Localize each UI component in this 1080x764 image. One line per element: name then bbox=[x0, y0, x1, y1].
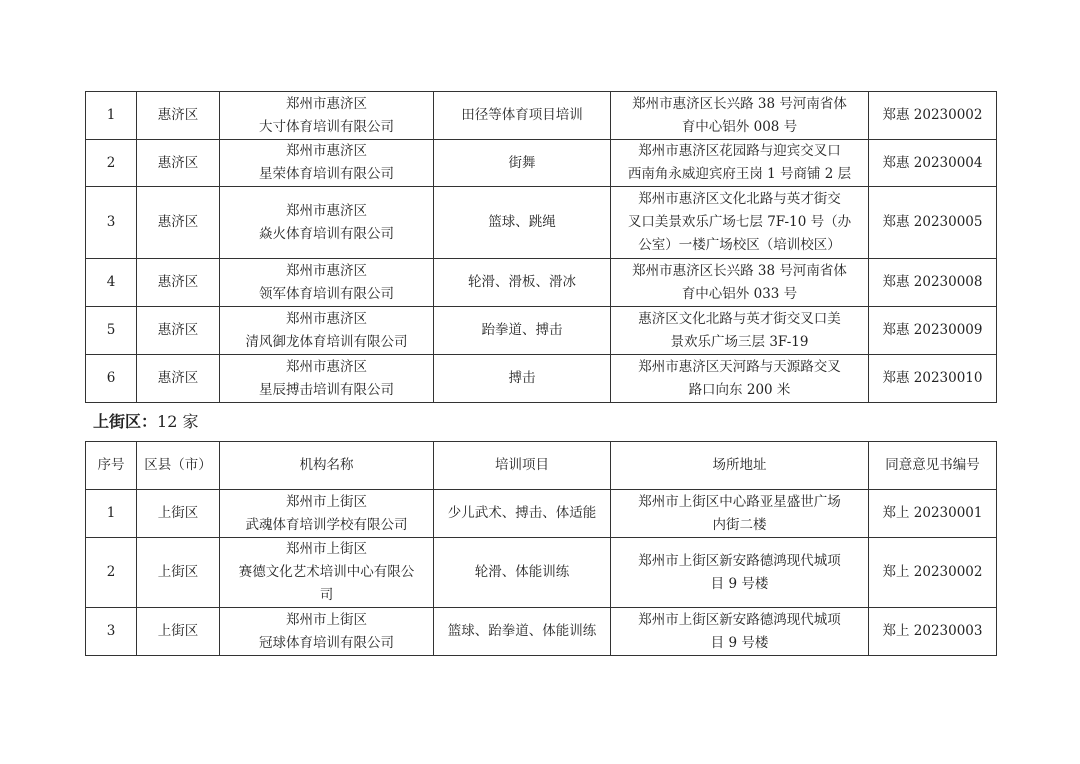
district-cell: 上街区 bbox=[137, 490, 220, 538]
table-row bbox=[86, 187, 997, 259]
institution-name-cell: 郑州市惠济区 星辰搏击培训有限公司 bbox=[220, 355, 434, 403]
address-cell: 郑州市上街区中心路亚星盛世广场 内街二楼 bbox=[611, 490, 869, 538]
certificate-number-cell: 郑惠 20230004 bbox=[869, 140, 997, 187]
table-row bbox=[86, 490, 997, 538]
program-cell: 轮滑、滑板、滑冰 bbox=[434, 259, 611, 307]
row-number: 2 bbox=[86, 538, 137, 608]
address-cell: 惠济区文化北路与英才街交叉口美 景欢乐广场三层 3F-19 bbox=[611, 307, 869, 355]
table-row bbox=[86, 92, 997, 140]
institution-name-cell: 郑州市惠济区 清风御龙体育培训有限公司 bbox=[220, 307, 434, 355]
program-cell: 少儿武术、搏击、体适能 bbox=[434, 490, 611, 538]
program-cell: 跆拳道、搏击 bbox=[434, 307, 611, 355]
header-program: 培训项目 bbox=[434, 442, 611, 490]
certificate-number-cell: 郑上 20230003 bbox=[869, 608, 997, 656]
program-cell: 篮球、跳绳 bbox=[434, 187, 611, 259]
certificate-number-cell: 郑惠 20230005 bbox=[869, 187, 997, 259]
certificate-number-cell: 郑惠 20230008 bbox=[869, 259, 997, 307]
row-number: 5 bbox=[86, 307, 137, 355]
certificate-number-cell: 郑惠 20230010 bbox=[869, 355, 997, 403]
address-cell: 郑州市上街区新安路德鸿现代城项 目 9 号楼 bbox=[611, 538, 869, 608]
institution-name-cell: 郑州市惠济区 星荣体育培训有限公司 bbox=[220, 140, 434, 187]
district-cell: 上街区 bbox=[137, 608, 220, 656]
section-heading-shangjie bbox=[93, 411, 198, 433]
institution-name-cell: 郑州市上街区 武魂体育培训学校有限公司 bbox=[220, 490, 434, 538]
address-cell: 郑州市惠济区天河路与天源路交叉 路口向东 200 米 bbox=[611, 355, 869, 403]
certificate-number-cell: 郑惠 20230002 bbox=[869, 92, 997, 140]
certificate-number-cell: 郑上 20230002 bbox=[869, 538, 997, 608]
institution-name-cell: 郑州市惠济区 焱火体育培训有限公司 bbox=[220, 187, 434, 259]
table-row bbox=[86, 307, 997, 355]
header-district: 区县（市） bbox=[137, 442, 220, 490]
header-certificate: 同意意见书编号 bbox=[869, 442, 997, 490]
institution-name-cell: 郑州市惠济区 大寸体育培训有限公司 bbox=[220, 92, 434, 140]
institution-name-cell: 郑州市上街区 冠球体育培训有限公司 bbox=[220, 608, 434, 656]
program-cell: 田径等体育项目培训 bbox=[434, 92, 611, 140]
section-title: 上街区： bbox=[93, 412, 158, 431]
header-address: 场所地址 bbox=[611, 442, 869, 490]
program-cell: 轮滑、体能训练 bbox=[434, 538, 611, 608]
table-row bbox=[86, 140, 997, 187]
district-cell: 惠济区 bbox=[137, 187, 220, 259]
header-name: 机构名称 bbox=[220, 442, 434, 490]
address-cell: 郑州市惠济区长兴路 38 号河南省体 育中心铝外 033 号 bbox=[611, 259, 869, 307]
huiji-institutions-table bbox=[85, 91, 997, 403]
district-cell: 上街区 bbox=[137, 538, 220, 608]
certificate-number-cell: 郑上 20230001 bbox=[869, 490, 997, 538]
table-row bbox=[86, 608, 997, 656]
row-number: 2 bbox=[86, 140, 137, 187]
header-number: 序号 bbox=[86, 442, 137, 490]
program-cell: 街舞 bbox=[434, 140, 611, 187]
row-number: 1 bbox=[86, 92, 137, 140]
row-number: 6 bbox=[86, 355, 137, 403]
table-header-row bbox=[86, 442, 997, 490]
program-cell: 篮球、跆拳道、体能训练 bbox=[434, 608, 611, 656]
program-cell: 搏击 bbox=[434, 355, 611, 403]
district-cell: 惠济区 bbox=[137, 92, 220, 140]
table-row bbox=[86, 355, 997, 403]
district-cell: 惠济区 bbox=[137, 355, 220, 403]
address-cell: 郑州市上街区新安路德鸿现代城项 目 9 号楼 bbox=[611, 608, 869, 656]
district-cell: 惠济区 bbox=[137, 259, 220, 307]
row-number: 3 bbox=[86, 608, 137, 656]
address-cell: 郑州市惠济区长兴路 38 号河南省体 育中心铝外 008 号 bbox=[611, 92, 869, 140]
district-cell: 惠济区 bbox=[137, 140, 220, 187]
institution-name-cell: 郑州市惠济区 领军体育培训有限公司 bbox=[220, 259, 434, 307]
section-count: 12 家 bbox=[157, 412, 199, 431]
shangjie-institutions-table bbox=[85, 441, 997, 656]
row-number: 4 bbox=[86, 259, 137, 307]
address-cell: 郑州市惠济区文化北路与英才街交 叉口美景欢乐广场七层 7F-10 号（办 公室）一楼广场校区（培训校区） bbox=[611, 187, 869, 259]
row-number: 1 bbox=[86, 490, 137, 538]
district-cell: 惠济区 bbox=[137, 307, 220, 355]
certificate-number-cell: 郑惠 20230009 bbox=[869, 307, 997, 355]
table-row bbox=[86, 259, 997, 307]
address-cell: 郑州市惠济区花园路与迎宾交叉口 西南角永威迎宾府王岗 1 号商铺 2 层 bbox=[611, 140, 869, 187]
institution-name-cell: 郑州市上街区 赛德文化艺术培训中心有限公 司 bbox=[220, 538, 434, 608]
row-number: 3 bbox=[86, 187, 137, 259]
table-row bbox=[86, 538, 997, 608]
